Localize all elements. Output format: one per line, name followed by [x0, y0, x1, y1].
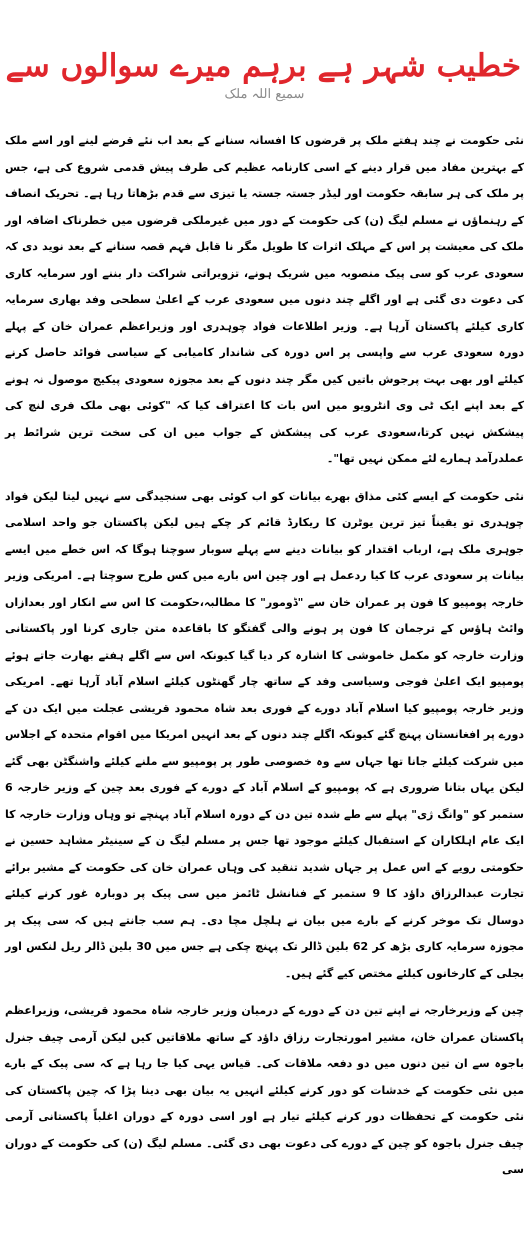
article-paragraph: نئی حکومت نے چند ہفتے ملک پر قرضوں کا افسانہ سنانے کے بعد اب نئے قرضے لینے اور اسے ملک کے بہترین مفاد میں قرار دینے کے اسی کارنامہ عظیم کی طرف پیش قدمی شروع کی ہے، جس پر ملک کی ہر سابقہ حکومت اور لیڈر جستہ جستہ یا تیزی سے قدم بڑھاتا رہا ہے۔ تحریک انصاف کے رہنماؤں نے مسلم لیگ (ن) کی حکومت کے دور میں غیرملکی قرضوں میں خطرناک اضافہ اور ملک کی معیشت پر اس کے مہلک اثرات کا طویل مگر نا قابل فہم قصہ سنانے کے بعد نوید دی کہ سعودی عرب کو سی پیک منصوبہ میں شریک ہونے، تزویراتی شراکت دار بننے اور سرمایہ کاری کی دعوت دی گئی ہے اور اگلے چند دنوں میں سعودی عرب کے اعلیٰ سطحی وفد بھاری سرمایہ کاری کیلئے پاکستان آرہا ہے۔ وزیر اطلاعات فواد چوہدری اور وزیراعظم عمران خان کے پہلے دورہ سعودی عرب سے واپسی پر اس دورہ کی شاندار کامیابی کے سیاسی فوائد حاصل کرنے کیلئے اور بھی بہت پرجوش باتیں کیں مگر چند دنوں کے بعد مجوزہ سعودی پیکیج موصول نہ ہونے کے بعد اپنے ایک ٹی وی انٹرویو میں اس بات کا اعتراف کیا کہ "کوئی بھی ملک فری لنچ کی پیشکش نہیں کرتا،سعودی عرب کی پیشکش کے جواب میں ان کی سخت ترین شرائط پر عملدرآمد ہمارے لئے ممکن نہیں تھا"۔: [5, 134, 524, 465]
author-byline: سمیع اللہ ملک: [224, 87, 305, 102]
article-body: [5, 128, 524, 1195]
article-paragraph: چین کے وزیرخارجہ نے اپنے تین دن کے دورے کے درمیان وزیر خارجہ شاہ محمود قریشی، وزیراعظم پاکستان عمران خان، مشیر امورتجارت رزاق داؤد کے ساتھ ملاقاتیں کیں لیکن آرمی چیف جنرل باجوہ سے ان تین دنوں میں دو دفعہ ملاقات کی۔ قیاس یہی کیا جا رہا ہے کہ سی پیک کے بارے میں نئی حکومت کے خدشات کو دور کرنے کیلئے انہیں یہ بیان بھی دینا پڑا کہ چین پاکستان کی نئی حکومت کے تحفظات دور کرنے کیلئے تیار ہے اور اسی دورہ کے دوران اغلباً پاکستانی آرمی چیف جنرل باجوہ کو چین کے دورے کی دعوت بھی دی گئی۔ مسلم لیگ (ن) کی حکومت کے دوران سی: [5, 1004, 524, 1176]
article-headline: خطیب شہر ہے برہم میرے سوالوں سے: [5, 47, 521, 84]
article-paragraph: نئی حکومت کے ایسے کئی مذاق بھرے بیانات کو اب کوئی بھی سنجیدگی سے نہیں لیتا لیکن فواد چوہدری تو یقیناً تیز ترین یوٹرن کا ریکارڈ قائم کر چکے ہیں لیکن پاکستان جو واحد اسلامی جوہری ملک ہے، ارباب اقتدار کو بیانات دینے سے پہلے سوبار سوچنا ہوگا کہ اس خطے میں ایسے بیانات پر سعودی عرب کا کیا ردعمل ہے اور چین اس بارے میں کس طرح سوچتا ہے۔ امریکی وزیر خارجہ پومپیو کا فون پر عمران خان سے "ڈومور" کا مطالبہ،حکومت کا اس سے انکار اور بعدازاں وائٹ ہاؤس کے ترجمان کا فون پر ہونے والی گفتگو کا باقاعدہ متن جاری کرنا اور پاکستانی وزارت خارجہ کو مکمل خاموشی کا اشارہ کر دیا گیا کیونکہ اس سے اگلے ہفتے بھارت جاتے ہوئے پومپیو ایک اعلیٰ فوجی وسیاسی وفد کے ساتھ چار گھنٹوں کیلئے اسلام آباد آرہا تھے۔ امریکی وزیر خارجہ پومپیو کیا اسلام آباد دورے کے فوری بعد شاہ محمود قریشی عجلت میں ایک دن کے دورے پر افغانستان پہنچ گئے کیونکہ اگلے چند دنوں کے بعد انہیں امریکا میں اقوام متحدہ کے اجلاس میں شرکت کیلئے جانا تھا جہاں سے وہ خصوصی طور پر پومپیو سے ملنے کیلئے واشنگٹن بھی گئے لیکن یہاں بتانا ضروری ہے کہ پومپیو کے اسلام آباد کے دورے کے فوری بعد چین کے وزیر خارجہ 6 ستمبر کو "وانگ ژی" پہلے سے طے شدہ تین دن کے دورہ اسلام آباد پہنچے تو وہاں وزارت خارجہ کا ایک عام اہلکاران کے استقبال کیلئے موجود تھا جس پر مسلم لیگ ن کے سینیٹر مشاہد حسین نے حکومتی رویے کے اس عمل پر جہاں شدید تنقید کی وہاں عمران خان کی حکومت کے مشیر برائے تجارت عبدالرزاق داؤد کا 9 ستمبر کے فنانشل ٹائمز میں سی پیک پر دوبارہ غور کرنے کیلئے دوسال تک موخر کرنے کے بارے میں بیان نے ہلچل مچا دی۔ ہم سب جانتے ہیں کہ سی پیک پر مجوزہ سرمایہ کاری بڑھ کر 62 بلین ڈالر تک پہنچ چکی ہے جس میں 30 بلین ڈالر ریل لنکس اور بجلی کے کارخانوں کیلئے مختص کیے گئے ہیں۔: [5, 489, 524, 980]
